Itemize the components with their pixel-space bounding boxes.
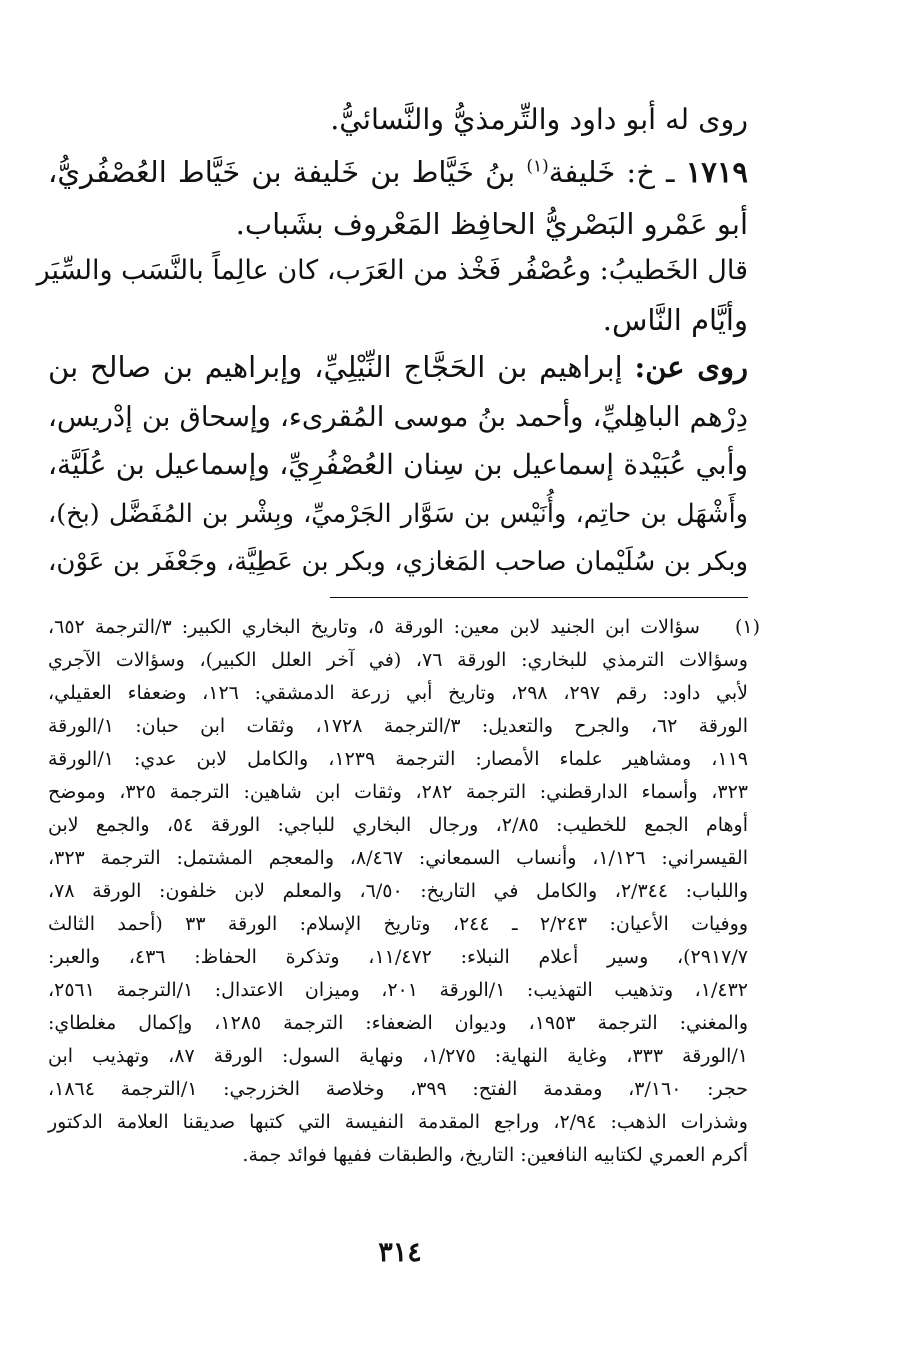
main-line-8-text: وأبي عُبَيْدة إسماعيل بن سِنان العُصْفُرِيِّ، وإسماعيل بن عُلَيَّة، — [48, 448, 748, 481]
footnote-marker: (١) — [734, 616, 760, 638]
footnote-line: أكرم العمري لكتابيه النافعين: التاريخ، والطبقات ففيها فوائد جمة. — [242, 1144, 748, 1166]
footnote-line: ١/٤٣٢، وتذهيب التهذيب: ١/الورقة ٢٠١، وميزان الاعتدال: ١/الترجمة ٢٥٦١، — [48, 979, 748, 1001]
main-line-6 — [48, 347, 748, 393]
main-line-9-text: وأَشْهَل بن حاتِم، وأُنَيْس بن سَوَّار الجَرْميِّ، وبِشْر بن المُفَضَّل (بخ)، — [48, 499, 748, 529]
main-line-3-text: أبو عَمْرو البَصْريُّ الحافِظ المَعْروف بشَباب. — [235, 207, 748, 241]
footnote-line: أوهام الجمع للخطيب: ٢/٨٥، ورجال البخاري للباجي: الورقة ٥٤، والجمع لابن — [48, 814, 749, 836]
footnote-line: وشذرات الذهب: ٢/٩٤، وراجع المقدمة النفيسة التي كتبها صديقنا العلامة الدكتور — [48, 1111, 748, 1133]
footnote-line: ووفيات الأعيان: ٢/٢٤٣ ـ ٢٤٤، وتاريخ الإسلام: الورقة ٣٣ (أحمد الثالث — [48, 913, 748, 935]
footnote-line: والمغني: الترجمة ١٩٥٣، وديوان الضعفاء: الترجمة ١٢٨٥، وإكمال مغلطاي: — [48, 1012, 748, 1034]
page-number: ٣١٤ — [378, 1237, 422, 1268]
main-line-10 — [48, 542, 748, 588]
main-line-6-text: إبراهيم بن الحَجَّاج النِّيْلِيِّ، وإبراهيم بن صالح بن — [48, 350, 635, 384]
footnote-line: حجر: ٣/١٦٠، ومقدمة الفتح: ٣٩٩، وخلاصة الخزرجي: ١/الترجمة ١٨٦٤، — [48, 1078, 749, 1100]
footnote-line: ٢٩١٧/٧)، وسير أعلام النبلاء: ١١/٤٧٢، وتذكرة الحفاظ: ٤٣٦، والعبر: — [48, 946, 748, 968]
main-line-4 — [38, 251, 748, 297]
footnote-line: ١/الورقة ٣٣٣، وغاية النهاية: ١/٢٧٥، ونهاية السول: الورقة ٨٧، وتهذيب ابن — [48, 1045, 748, 1067]
entry-number: ١٧١٩ — [685, 155, 748, 189]
main-line-1-text: روى له أبو داود والتِّرمذيُّ والنَّسائيُّ. — [330, 103, 748, 136]
main-line-5 — [38, 300, 748, 346]
main-line-10-text: وبكر بن سُلَيْمان صاحب المَغازي، وبكر بن عَطِيَّة، وجَعْفَر بن عَوْن، — [48, 547, 748, 577]
footnote-line: ٣٢٣، وأسماء الدارقطني: الترجمة ٢٨٢، وثقات ابن شاهين: الترجمة ٣٢٥، وموضح — [48, 781, 748, 803]
main-line-8 — [48, 445, 748, 491]
main-line-4-text: قال الخَطيبُ: وعُصْفُر فَخْذ من العَرَب، كان عالِماً بالنَّسَب والسِّيَر — [36, 255, 748, 286]
footnote-line: الورقة ٦٢، والجرح والتعديل: ٣/الترجمة ١٧٢٨، وثقات ابن حبان: ١/الورقة — [48, 715, 748, 737]
footnote-line: لأبي داود: رقم ٢٩٧، ٢٩٨، وتاريخ أبي زرعة الدمشقي: ١٢٦، وضعفاء العقيلي، — [48, 682, 749, 704]
footnote-line: سؤالات ابن الجنيد لابن معين: الورقة ٥، وتاريخ البخاري الكبير: ٣/الترجمة ٦٥٢، — [48, 616, 700, 638]
main-line-1 — [330, 100, 748, 146]
main-line-9 — [48, 494, 748, 540]
footnote-reference: (١) — [526, 156, 549, 177]
main-line-3 — [48, 204, 748, 250]
riwaya-label: روى عن: — [634, 350, 749, 384]
footnote-line: وسؤالات الترمذي للبخاري: الورقة ٧٦، (في آخر العلل الكبير)، وسؤالات الآجري — [48, 649, 748, 671]
entry-name-rest: بنُ خَيَّاط بن خَليفة بن خَيَّاط العُصْفُريُّ، — [48, 155, 527, 189]
footnote-line: ١١٩، ومشاهير علماء الأمصار: الترجمة ١٢٣٩، والكامل لابن عدي: ١/الورقة — [48, 748, 748, 770]
entry-heading-line — [48, 152, 748, 198]
footnote-separator — [330, 597, 748, 598]
main-line-7-text: دِرْهم الباهِليِّ، وأحمد بنُ موسى المُقرىء، وإسحاق بن إدْريس، — [48, 401, 748, 433]
footnote-line: القيسراني: ١/١٢٦، وأنساب السمعاني: ٨/٤٦٧، والمعجم المشتمل: الترجمة ٣٢٣، — [48, 847, 748, 869]
footnote-line: واللباب: ٢/٣٤٤، والكامل في التاريخ: ٦/٥٠، والمعلم لابن خلفون: الورقة ٧٨، — [48, 880, 748, 902]
main-line-5-text: وأيَّام النَّاس. — [602, 303, 748, 337]
entry-name-start: ـ خ: خَليفة — [548, 155, 675, 189]
main-line-7 — [48, 397, 748, 443]
